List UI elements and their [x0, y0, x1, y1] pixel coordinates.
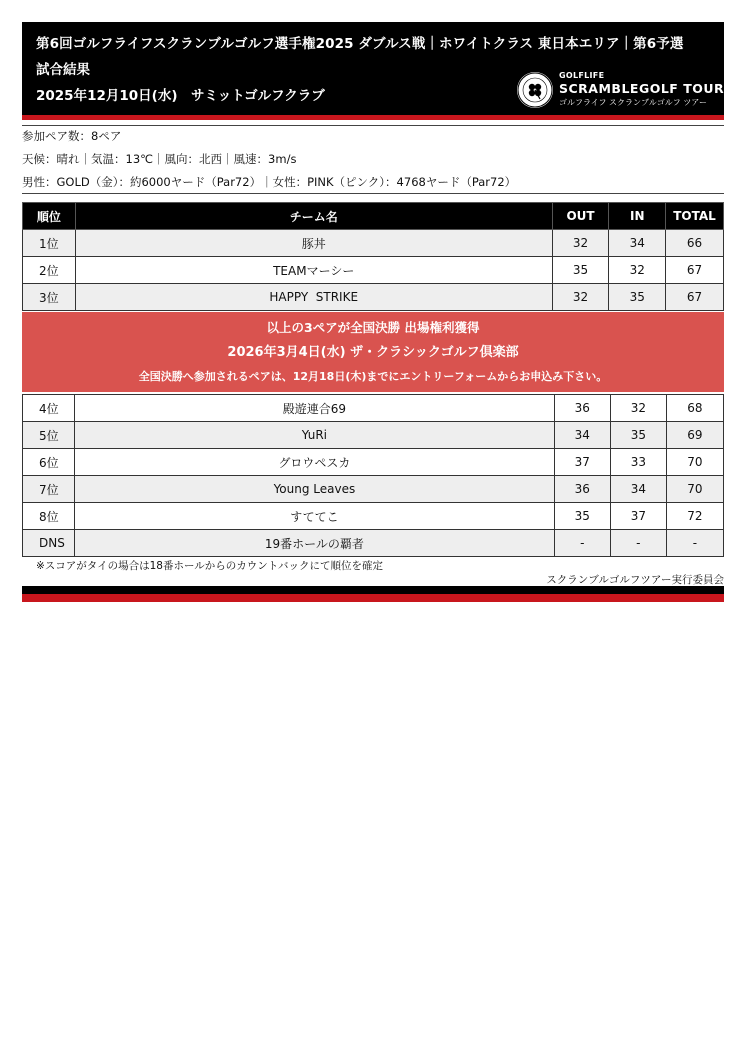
in-cell: 33 — [610, 449, 666, 476]
in-cell: 32 — [609, 257, 666, 284]
team-cell: すててこ — [75, 503, 555, 530]
logo-name: SCRAMBLEGOLF TOUR — [559, 81, 725, 96]
team-cell: グロウペスカ — [75, 449, 555, 476]
event-title: 第6回ゴルフライフスクランブルゴルフ選手権2025 ダブルス戦｜ホワイトクラス 東日本エリア｜第6予選 — [36, 36, 684, 52]
header-in: IN — [609, 203, 666, 230]
total-cell: 67 — [666, 257, 724, 284]
results-table-rest — [22, 394, 724, 557]
tour-logo — [517, 71, 725, 112]
team-cell: 19番ホールの覇者 — [75, 530, 555, 557]
total-cell: 68 — [666, 395, 723, 422]
in-cell: - — [610, 530, 666, 557]
tiebreak-note: ※スコアがタイの場合は18番ホールからのカウントバックにて順位を確定 — [36, 560, 384, 572]
divider — [22, 193, 724, 194]
weather-info: 天候：晴れ｜気温：13℃｜風向：北西｜風速：3m/s — [22, 152, 297, 166]
team-cell: 殿遊連合69 — [75, 395, 555, 422]
total-cell: 66 — [666, 230, 724, 257]
team-cell: HAPPY STRIKE — [75, 284, 552, 311]
header-team: チーム名 — [75, 203, 552, 230]
table-row — [23, 395, 724, 422]
rank-cell: 3位 — [23, 284, 76, 311]
table-row — [23, 257, 724, 284]
team-cell: 豚丼 — [75, 230, 552, 257]
rank-cell: 5位 — [23, 422, 75, 449]
divider — [22, 125, 724, 126]
table-row — [23, 422, 724, 449]
table-row — [23, 284, 724, 311]
out-cell: - — [554, 530, 610, 557]
header-rank: 順位 — [23, 203, 76, 230]
table-row — [23, 476, 724, 503]
out-cell: 32 — [552, 284, 609, 311]
total-cell: 72 — [666, 503, 723, 530]
in-cell: 35 — [610, 422, 666, 449]
page-header — [22, 22, 724, 115]
table-row — [23, 449, 724, 476]
table-row — [23, 530, 724, 557]
total-cell: 69 — [666, 422, 723, 449]
banner-headline: 以上の3ペアが全国決勝 出場権利獲得 — [266, 320, 480, 335]
logo-subtitle: ゴルフライフ スクランブルゴルフ ツアー — [559, 98, 708, 107]
event-subtitle: 試合結果 — [36, 62, 90, 78]
results-table-top — [22, 202, 724, 311]
footer-bar-red — [22, 594, 724, 602]
rank-cell: 1位 — [23, 230, 76, 257]
participant-count: 参加ペア数：8ペア — [22, 129, 122, 143]
team-cell: TEAMマーシー — [75, 257, 552, 284]
table-header-row — [23, 203, 724, 230]
out-cell: 36 — [554, 476, 610, 503]
out-cell: 35 — [554, 503, 610, 530]
rank-cell: DNS — [23, 530, 75, 557]
in-cell: 34 — [609, 230, 666, 257]
team-cell: YuRi — [75, 422, 555, 449]
organizer-name: スクランブルゴルフツアー実行委員会 — [546, 574, 724, 586]
out-cell: 36 — [554, 395, 610, 422]
tee-info: 男性：GOLD（金）：約6000ヤード（Par72）｜女性：PINK（ピンク）：4768ヤード（Par72） — [22, 175, 517, 189]
banner-entry-notice: 全国決勝へ参加されるペアは、12月18日(木)までにエントリーフォームからお申込み下さい。 — [138, 370, 608, 383]
in-cell: 34 — [610, 476, 666, 503]
banner-final-date: 2026年3月4日(水) ザ・クラシックゴルフ倶楽部 — [227, 345, 519, 360]
footer-bar-black — [22, 586, 724, 594]
rank-cell: 7位 — [23, 476, 75, 503]
out-cell: 35 — [552, 257, 609, 284]
header-accent-bar — [22, 115, 724, 120]
event-date-venue: 2025年12月10日(水) サミットゴルフクラブ — [36, 88, 325, 104]
rank-cell: 2位 — [23, 257, 76, 284]
rank-cell: 6位 — [23, 449, 75, 476]
in-cell: 37 — [610, 503, 666, 530]
out-cell: 37 — [554, 449, 610, 476]
total-cell: 67 — [666, 284, 724, 311]
rank-cell: 8位 — [23, 503, 75, 530]
in-cell: 35 — [609, 284, 666, 311]
clover-badge-icon — [517, 72, 553, 108]
logo-brand: GOLFLIFE — [559, 71, 605, 80]
out-cell: 34 — [554, 422, 610, 449]
team-cell: Young Leaves — [75, 476, 555, 503]
qualification-banner — [22, 312, 724, 392]
total-cell: 70 — [666, 476, 723, 503]
table-row — [23, 503, 724, 530]
total-cell: - — [666, 530, 723, 557]
header-total: TOTAL — [666, 203, 724, 230]
total-cell: 70 — [666, 449, 723, 476]
table-row — [23, 230, 724, 257]
in-cell: 32 — [610, 395, 666, 422]
header-out: OUT — [552, 203, 609, 230]
rank-cell: 4位 — [23, 395, 75, 422]
out-cell: 32 — [552, 230, 609, 257]
